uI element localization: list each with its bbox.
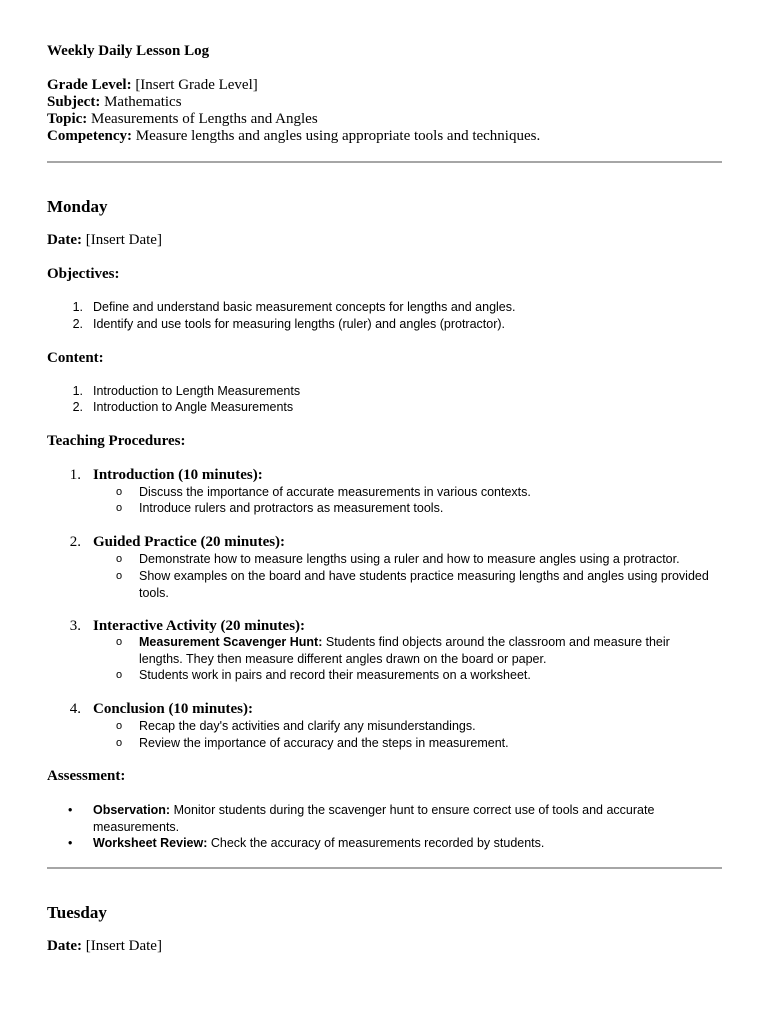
date-value: [Insert Date]	[85, 938, 162, 954]
meta-value: Measurements of Lengths and Angles	[91, 111, 318, 127]
subitem-bold-lead: Measurement Scavenger Hunt:	[139, 635, 323, 649]
date-value: [Insert Date]	[85, 232, 162, 248]
meta-label: Grade Level:	[47, 77, 132, 93]
meta-competency	[47, 128, 540, 145]
subitem-text: Review the importance of accuracy and the steps in measurement.	[139, 736, 509, 750]
procedures-heading: Teaching Procedures:	[47, 433, 186, 449]
meta-label: Topic:	[47, 111, 88, 127]
sub-bullet-marker: o	[116, 486, 123, 498]
sub-bullet-marker: o	[116, 737, 123, 749]
horizontal-divider	[47, 161, 722, 163]
monday-date-line	[47, 232, 162, 249]
subitem-text: Students work in pairs and record their measurements on a worksheet.	[139, 668, 531, 682]
list-number: 3.	[69, 618, 81, 634]
assessment-text	[93, 835, 713, 852]
list-number: 2.	[72, 400, 83, 414]
subitem-text: Show examples on the board and have students practice measuring lengths and angles using provided tools.	[139, 569, 709, 600]
day-heading-tuesday: Tuesday	[47, 903, 107, 922]
meta-grade-level	[47, 77, 258, 94]
meta-value: Measure lengths and angles using appropriate tools and techniques.	[135, 128, 541, 144]
procedure-title: Introduction (10 minutes):	[93, 467, 263, 483]
sub-bullet-marker: o	[116, 636, 123, 648]
list-number: 4.	[69, 701, 81, 717]
sub-bullet-marker: o	[116, 720, 123, 732]
meta-value: Mathematics	[104, 94, 182, 110]
sub-bullet-marker: o	[116, 502, 123, 514]
meta-label: Competency:	[47, 128, 132, 144]
list-number: 1.	[72, 384, 83, 398]
procedure-title: Interactive Activity (20 minutes):	[93, 618, 306, 634]
list-number: 1.	[69, 467, 81, 483]
document-title: Weekly Daily Lesson Log	[47, 43, 210, 59]
tuesday-date-line	[47, 938, 162, 955]
sub-bullet-marker: o	[116, 570, 123, 582]
list-text: Introduction to Length Measurements	[93, 384, 301, 398]
list-number: 2.	[72, 317, 83, 331]
bullet-marker: •	[68, 803, 73, 817]
subitem-text: Introduce rulers and protractors as measurement tools.	[139, 501, 444, 515]
list-text: Define and understand basic measurement concepts for lengths and angles.	[93, 300, 516, 314]
day-heading-monday: Monday	[47, 197, 108, 216]
meta-label: Subject:	[47, 94, 101, 110]
horizontal-divider	[47, 867, 722, 869]
assessment-bold-lead: Worksheet Review:	[93, 836, 208, 850]
procedure-title: Guided Practice (20 minutes):	[93, 534, 286, 550]
subitem-text: Recap the day's activities and clarify any misunderstandings.	[139, 719, 476, 733]
list-text: Introduction to Angle Measurements	[93, 400, 294, 414]
assessment-text	[93, 802, 713, 835]
list-number: 1.	[72, 300, 83, 314]
subitem-rest: Students find objects around the classroom and measure their lengths. They then measure different angles drawn on the board or paper.	[139, 635, 670, 666]
subitem-text: Demonstrate how to measure lengths using a ruler and how to measure angles using a protractor.	[139, 552, 680, 566]
list-text: Identify and use tools for measuring lengths (ruler) and angles (protractor).	[93, 317, 506, 331]
bullet-marker: •	[68, 836, 73, 850]
assessment-bold-lead: Observation:	[93, 803, 171, 817]
subitem-text: Discuss the importance of accurate measurements in various contexts.	[139, 485, 531, 499]
meta-topic	[47, 111, 318, 128]
meta-value: [Insert Grade Level]	[135, 77, 258, 93]
date-label: Date:	[47, 938, 82, 954]
list-number: 2.	[69, 534, 81, 550]
date-label: Date:	[47, 232, 82, 248]
assessment-rest: Monitor students during the scavenger hunt to ensure correct use of tools and accurate measurements.	[93, 803, 655, 834]
sub-bullet-marker: o	[116, 553, 123, 565]
assessment-rest: Check the accuracy of measurements recorded by students.	[207, 836, 545, 850]
assessment-heading: Assessment:	[47, 768, 126, 784]
sub-bullet-marker: o	[116, 669, 123, 681]
subitem-text	[139, 634, 714, 667]
objectives-heading: Objectives:	[47, 266, 120, 282]
content-heading: Content:	[47, 350, 104, 366]
meta-subject	[47, 94, 182, 111]
procedure-title: Conclusion (10 minutes):	[93, 701, 254, 717]
